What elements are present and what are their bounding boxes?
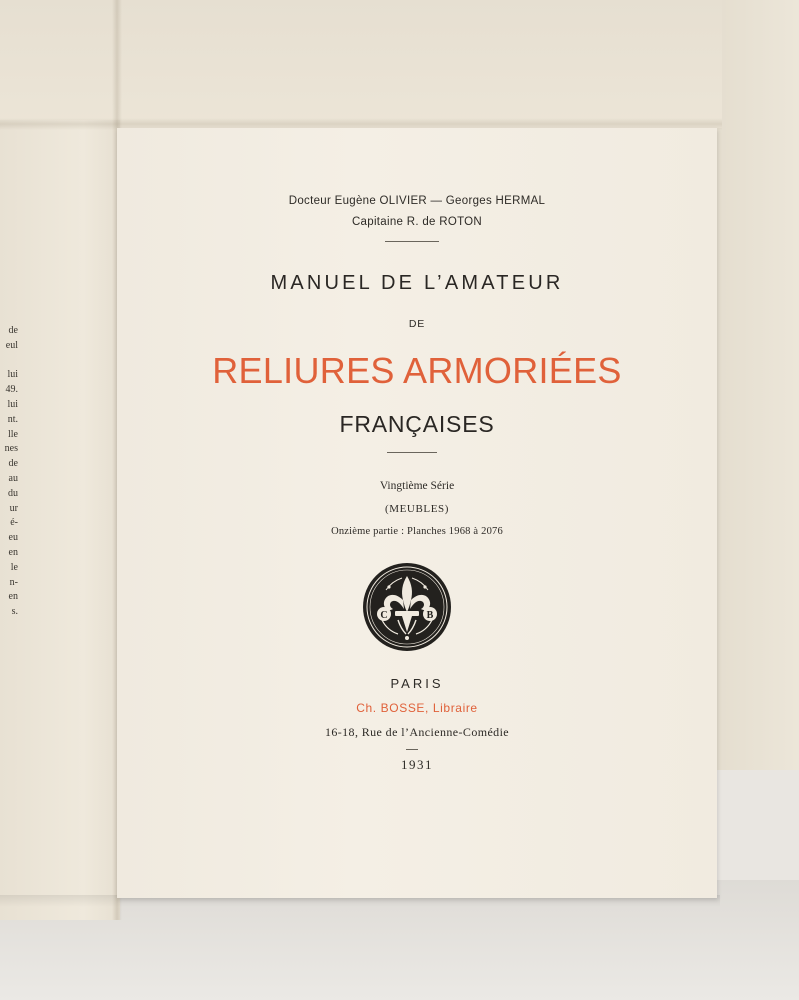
left-page-line: en	[8, 546, 18, 558]
left-page-line	[0, 354, 18, 369]
left-page-line: eu	[8, 532, 18, 544]
subseries-line: (MEUBLES)	[384, 503, 450, 515]
left-page-line: lui	[7, 398, 18, 410]
series-line: Vingtième Série	[379, 480, 455, 492]
emblem-letter-left: C	[380, 610, 388, 621]
left-page-text	[0, 324, 18, 620]
left-page-line: 49.	[5, 384, 18, 396]
left-page-line: é-	[10, 517, 18, 529]
title-line-2: RELIURES ARMORIÉES	[212, 350, 622, 391]
left-page-line: n-	[9, 576, 18, 588]
left-page-line: de	[8, 458, 18, 470]
left-page-line: nes	[4, 443, 18, 455]
address-line: 16-18, Rue de l’Ancienne-Comédie	[324, 725, 510, 739]
left-page-line: du	[8, 487, 18, 499]
fleur-de-lis-emblem-icon	[362, 562, 452, 652]
city-line: PARIS	[390, 676, 444, 691]
left-page-line: s.	[11, 606, 18, 618]
title-de: DE	[408, 318, 426, 330]
left-page-line: lui	[7, 369, 18, 381]
left-page-line: en	[8, 591, 18, 603]
left-page-line: au	[8, 472, 18, 484]
left-page-line: ur	[9, 502, 18, 514]
title-line-1: MANUEL DE L’AMATEUR	[270, 272, 564, 294]
year-line: 1931	[401, 757, 433, 772]
left-page-line: de	[8, 325, 18, 336]
left-page-line: eul	[5, 339, 18, 351]
left-page-line: nt.	[7, 413, 18, 425]
captain-line: Capitaine R. de ROTON	[351, 216, 483, 228]
left-page-line: le	[10, 561, 18, 573]
publisher-line: Ch. BOSSE, Libraire	[356, 701, 478, 715]
divider-top	[385, 241, 439, 242]
left-page-line: lle	[8, 428, 18, 440]
title-page	[117, 128, 717, 898]
sheet-top-fold	[0, 0, 722, 128]
emblem-letter-right: B	[426, 610, 434, 621]
authors-line: Docteur Eugène OLIVIER — Georges HERMAL	[288, 195, 546, 207]
part-line: Onzième partie : Planches 1968 à 2076	[331, 526, 503, 537]
divider-middle	[387, 452, 437, 453]
title-line-3: FRANÇAISES	[339, 411, 495, 437]
sheet-left-page	[0, 120, 120, 920]
divider-small	[406, 749, 418, 750]
